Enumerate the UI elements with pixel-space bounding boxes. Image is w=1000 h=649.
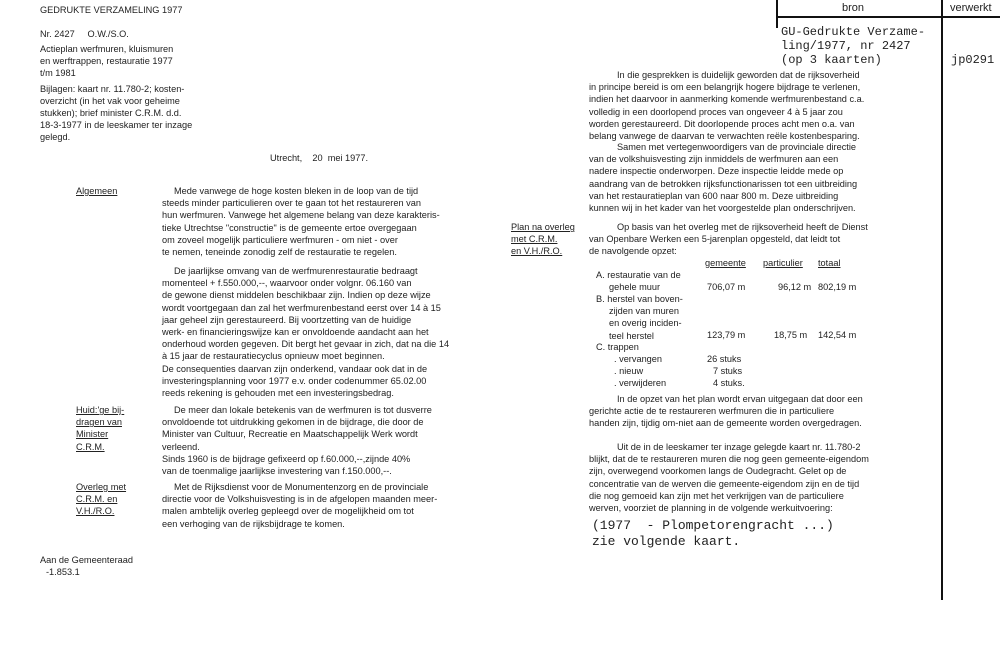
table-cell: 706,07 m — [707, 282, 746, 292]
table-cell: 96,12 m — [778, 282, 812, 292]
section-paragraph: De meer dan lokale betekenis van de werfmuren is tot dusverre onvoldoende tot uitdrukking gekomen in de bijdrage, die door de Minister van Cultuur, Recreatie en Maatschappelijk Werk wordt verleend. Sinds 1960 is de bijdrage gefixeerd op f.60.000,--,zijnde 40% van de toenmalige jaarlijkse investering van f.150.000,--. — [162, 405, 432, 477]
source-line-3: (op 3 kaarten) — [781, 53, 882, 67]
trappen-count: 26 stuks — [707, 354, 742, 364]
section-paragraph: Mede vanwege de hoge kosten bleken in de loop van de tijd steeds minder particulieren over te gaan tot het restaureren van hun werfmuren. Vanwege het algemene belang van deze karakteris- tieke Utrechtse "constructie" is de gemeente ertoe overgegaan om zoveel mogelijk particuliere werfmuren - om niet - over te nemen, teneinde zonodig zelf de restauratie te regelen. — [162, 186, 440, 258]
paragraph-inspectie: Samen met vertegenwoordigers van de provinciale directie van de volkshuisvesting zijn inmiddels de werfmuren aan een nadere inspectie onderworpen. Deze inspectie leidde mede op aandrang van de betrokken rijksfunctionarissen tot een uitbreiding van het restauratieplan van 600 naar 800 m. Deze uitbreiding kunnen wij in het kader van het voorgestelde plan onderschrijven. — [589, 142, 858, 214]
section-heading-plan: Plan na overleg met C.R.M. en V.H./R.O. — [511, 222, 575, 257]
column-header-bron: bron — [842, 2, 865, 14]
trappen-label: . vervangen — [614, 354, 663, 364]
trappen-count: 4 stuks. — [713, 378, 745, 388]
paragraph-kaart: Uit de in de leeskamer ter inzage gelegde kaart nr. 11.780-2 blijkt, dat de te restaureren muren die nog geen gemeente-eigendom zijn, overwegend voorkomen langs de Oudegracht. Gelet op de concentratie van de werven die gemeente-eigendom zijn en de tijd die nog gemoeid kan zijn met het verkrijgen van de particuliere werven, voorziet de planning in de volgende werkuitvoering: — [589, 442, 869, 514]
table-item-b: B. herstel van boven- zijden van muren en overig inciden- teel herstel — [596, 294, 683, 341]
header-rule — [777, 16, 1000, 18]
table-cell: 142,54 m — [818, 330, 857, 340]
column-header-verwerkt: verwerkt — [950, 2, 992, 14]
subject-line: en werftrappen, restauratie 1977 — [40, 56, 173, 66]
table-header: gemeente — [705, 258, 746, 268]
paragraph-opzet: In de opzet van het plan wordt ervan uitgegaan dat door een gerichte actie de te restaureren werfmuren die in particuliere handen zijn, tijdig om-niet aan de gemeente worden overgedragen. — [589, 394, 863, 429]
section-heading-overleg: Overleg met C.R.M. en V.H./R.O. — [76, 482, 127, 517]
number-line: Nr. 2427 O.W./S.O. — [40, 29, 129, 39]
section-paragraph: Met de Rijksdienst voor de Monumentenzorg en de provinciale directie voor de Volkshuisvesting is in de afgelopen maanden meer- malen ambtelijk overleg gepleegd over de mogelijkheid om tot een verhoging van de rijksbijdrage te komen. — [162, 482, 438, 529]
section-heading-algemeen: Algemeen — [76, 186, 118, 196]
addressee-footer: Aan de Gemeenteraad -1.853.1 — [40, 555, 133, 578]
trappen-label: . nieuw — [614, 366, 644, 376]
table-cell: 802,19 m — [818, 282, 857, 292]
subject-line: Actieplan werfmuren, kluismuren — [40, 44, 174, 54]
source-line-2: ling/1977, nr 2427 — [781, 39, 911, 53]
attachments-line: stukken); brief minister C.R.M. d.d. — [40, 108, 182, 118]
trappen-label: . verwijderen — [614, 378, 667, 388]
frame-mid-rule — [941, 0, 943, 600]
typed-note-line-2: zie volgende kaart. — [592, 534, 741, 549]
paragraph-5-jarenplan: Op basis van het overleg met de rijksoverheid heeft de Dienst van Openbare Werken een 5-jarenplan opgesteld, dat leidt tot de navolgende opzet: — [589, 222, 868, 257]
frame-left-rule — [776, 0, 778, 28]
source-line-1: GU-Gedrukte Verzame- — [781, 25, 926, 39]
table-cell: 18,75 m — [774, 330, 808, 340]
date-line: Utrecht, 20 mei 1977. — [270, 153, 369, 163]
paragraph-gesprekken: In die gesprekken is duidelijk geworden dat de rijksoverheid in principe bereid is om een belangrijk hogere bijdrage te verlenen, indien het daarvoor in aanmerking komende werfmurenbestand c.a. volledig in een doorlopend proces van ongeveer 4 à 5 jaar zou worden gerestaureerd. Dit doorlopende proces acht men o.a. van belang vanwege de daarvan te verwachten reële kostenbesparing. — [589, 70, 865, 142]
subject-line: t/m 1981 — [40, 68, 76, 78]
table-header: particulier — [763, 258, 803, 268]
attachments-line: 18-3-1977 in de leeskamer ter inzage — [40, 120, 193, 130]
section-heading-bijdragen: Huid:'ge bij- dragen van Minister C.R.M. — [76, 405, 125, 452]
publication-title: GEDRUKTE VERZAMELING 1977 — [40, 5, 183, 15]
section-paragraph: De jaarlijkse omvang van de werfmurenrestauratie bedraagt momenteel + f.550.000,--, waarvoor onder volgnr. 06.160 van de gewone dienst middelen beschikbaar zijn. Indien op deze wijze wordt voortgegaan dan zal het werfmurenbestand eerst over 14 à 15 jaar geheel zijn gerestaureerd. Bij voortzetting van de huidige werk- en financieringswijze kan er onvoldoende aandacht aan het onderhoud worden gegeven. Dit bergt het gevaar in zich, dat na die 14 à 15 jaar de restauratiecyclus opnieuw moet beginnen. De consequenties daarvan zijn onderkend, vandaar ook dat in de investeringsplanning voor 1977 e.v. onder codenummer 65.02.00 reeds rekening is gehouden met een investeringsbedrag. — [162, 266, 450, 399]
archive-code: jp0291 — [951, 53, 995, 67]
table-header: totaal — [818, 258, 841, 268]
typed-note-line-1: (1977 - Plompetorengracht ...) — [592, 518, 834, 533]
table-cell: 123,79 m — [707, 330, 746, 340]
attachments-line: overzicht (in het vak voor geheime — [40, 96, 180, 106]
trappen-count: 7 stuks — [713, 366, 743, 376]
attachments-line: Bijlagen: kaart nr. 11.780-2; kosten- — [40, 84, 185, 94]
table-item-a: A. restauratie van de gehele muur — [596, 270, 681, 293]
table-item-c: C. trappen — [596, 342, 639, 352]
attachments-line: gelegd. — [40, 132, 71, 142]
